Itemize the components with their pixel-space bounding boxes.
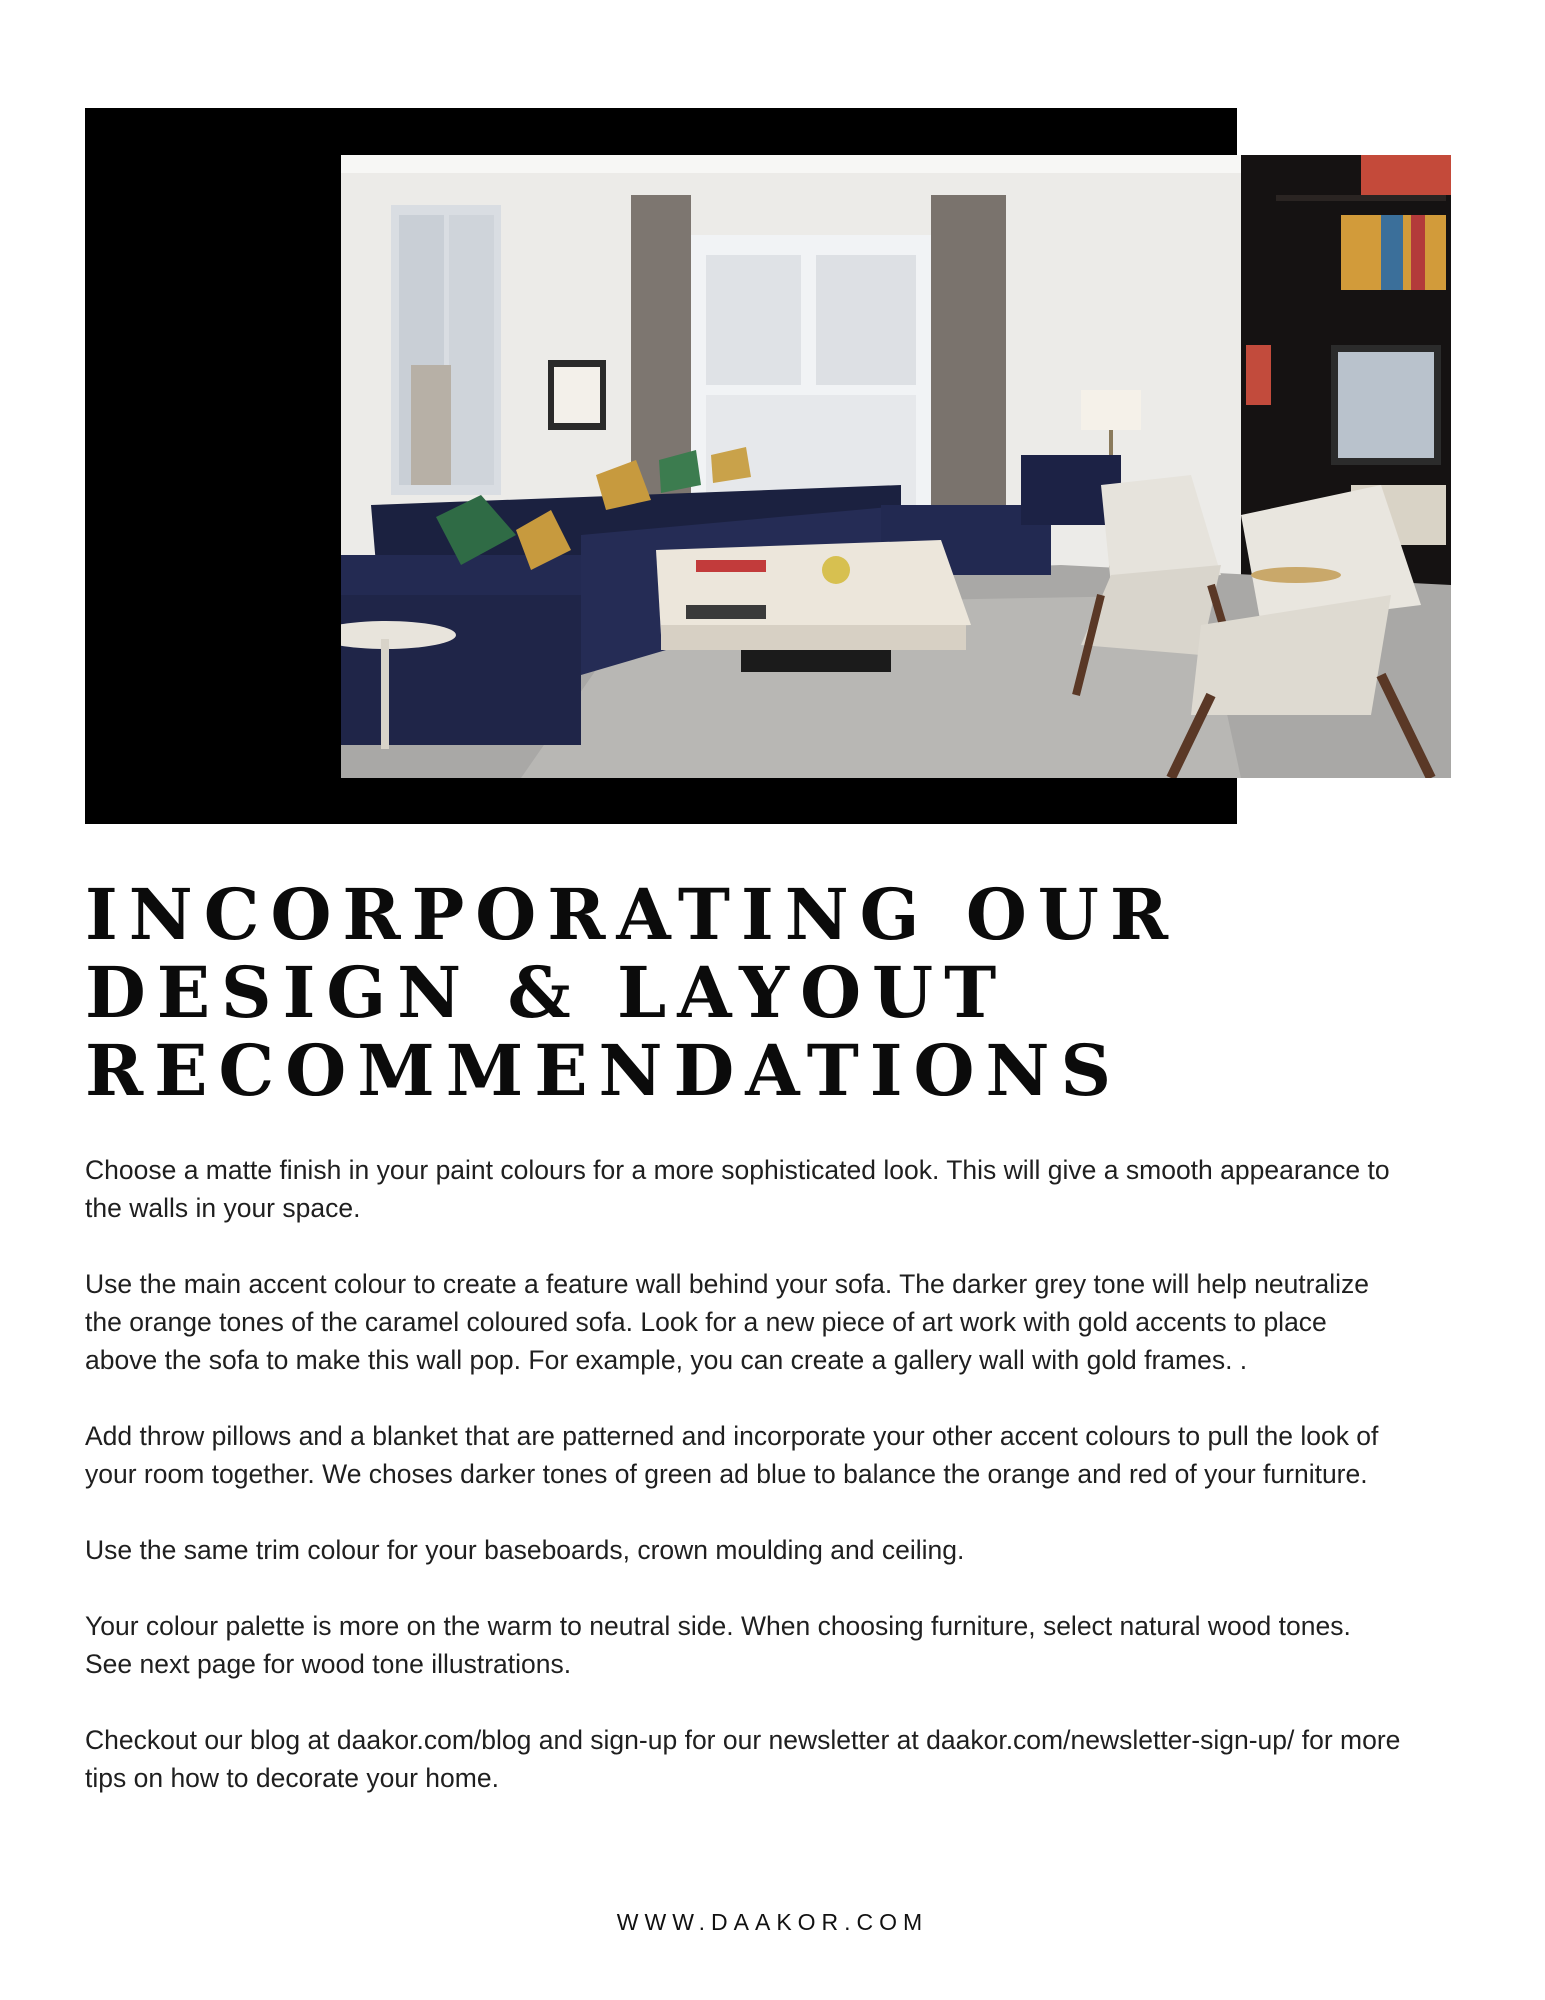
paragraph-trim-colour: Use the same trim colour for your baseboards, crown moulding and ceiling. bbox=[85, 1535, 965, 1565]
paragraph-wood-tones: Your colour palette is more on the warm to neutral side. When choosing furniture, select natural wood tones. See next page for wood tone illustrations. bbox=[85, 1611, 1351, 1679]
paragraph-blog-newsletter: Checkout our blog at daakor.com/blog and sign-up for our newsletter at daakor.com/newsletter-sign-up/ for more tips on how to decorate your home. bbox=[85, 1725, 1401, 1793]
title-line-3: RECOMMENDATIONS bbox=[85, 1029, 1123, 1112]
title-line-1: INCORPORATING OUR bbox=[85, 873, 1180, 956]
footer-website-link[interactable]: WWW.DAAKOR.COM bbox=[616, 1909, 929, 1935]
recommendations-body bbox=[85, 1151, 1405, 1835]
title-line-2: DESIGN & LAYOUT bbox=[85, 951, 1008, 1034]
paragraph-paint-finish: Choose a matte finish in your paint colours for a more sophisticated look. This will give a smooth appearance to the walls in your space. bbox=[85, 1155, 1390, 1223]
paragraph-feature-wall: Use the main accent colour to create a feature wall behind your sofa. The darker grey tone will help neutralize the orange tones of the caramel coloured sofa. Look for a new piece of art work with gold accents to place above the sofa to make this wall pop. For example, you can create a gallery wall with gold frames. . bbox=[85, 1269, 1369, 1375]
paragraph-throw-pillows: Add throw pillows and a blanket that are patterned and incorporate your other accent colours to pull the look of your room together. We choses darker tones of green ad blue to balance the orange and red of your furniture. bbox=[85, 1421, 1379, 1489]
living-room-photo-icon bbox=[341, 155, 1451, 778]
page-title bbox=[85, 873, 1465, 1112]
living-room-photo bbox=[341, 155, 1451, 778]
